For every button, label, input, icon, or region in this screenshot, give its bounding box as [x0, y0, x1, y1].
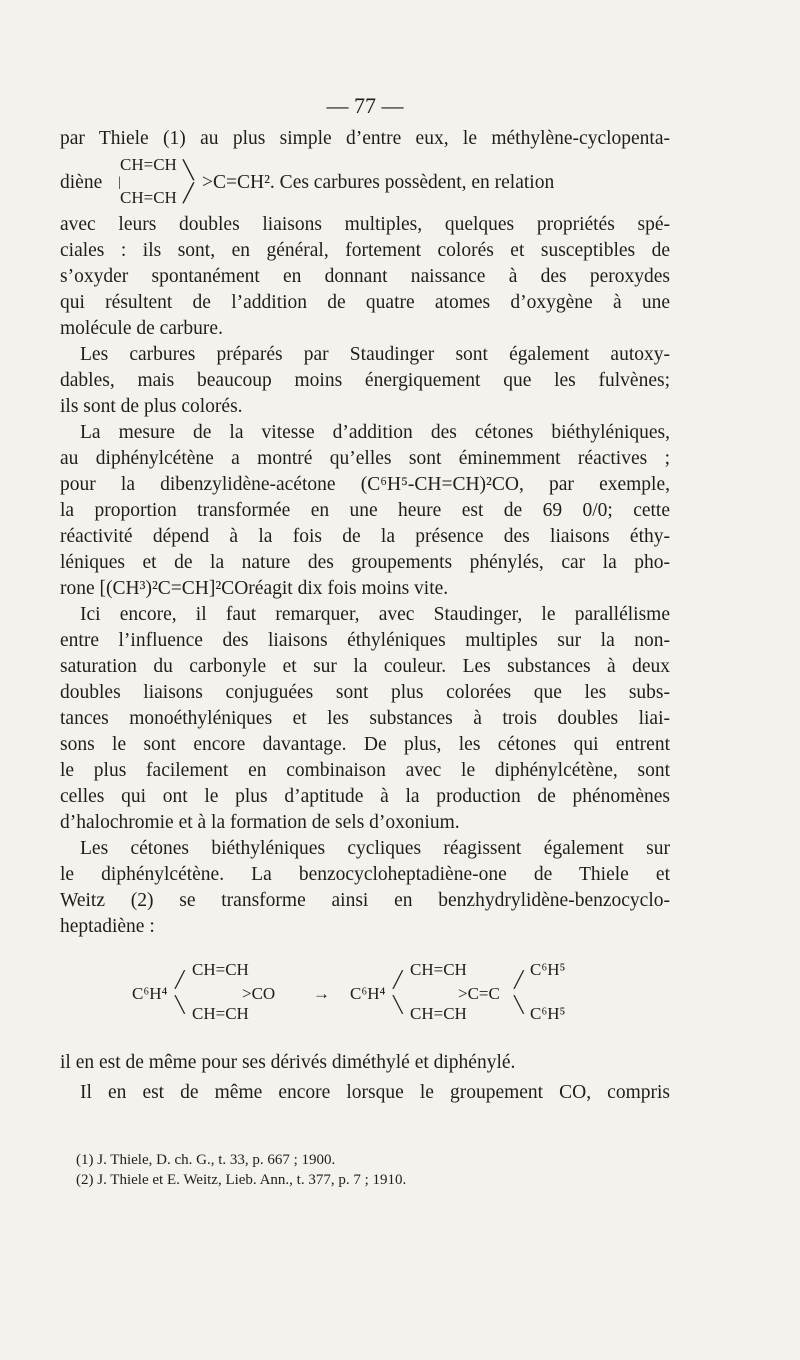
text-line: rone [(CH³)²C=CH]²COréagit dix fois moins vite.: [60, 578, 449, 599]
text-line: pour la dibenzylidène-acétone (C⁶H⁵-CH=CH)²CO, par exemple,: [60, 474, 670, 495]
text-line: entre l’influence des liaisons éthyléniques multiples sur la non-: [60, 630, 670, 651]
formula-top: CH=CH: [120, 155, 177, 174]
text-line: Les carbures préparés par Staudinger sont également autoxy-: [80, 344, 670, 365]
formula-bracket: ╲: [393, 997, 403, 1014]
reactant-bottom: CH=CH: [192, 1004, 249, 1023]
product-sub-bottom: C⁶H⁵: [530, 1004, 566, 1023]
text-line: heptadiène :: [60, 916, 155, 937]
text-line: sons le sont encore davantage. De plus, les cétones qui entrent: [60, 734, 670, 755]
page: [60, 0, 670, 1360]
text-line: avec leurs doubles liaisons multiples, quelques propriétés spé-: [60, 214, 670, 235]
product-prefix: C⁶H⁴: [350, 984, 386, 1003]
text-line: il en est de même pour ses dérivés diméthylé et diphénylé.: [60, 1052, 516, 1073]
page-number: — 77 —: [326, 93, 404, 118]
product-top: CH=CH: [410, 960, 467, 979]
reactant-group: >CO: [242, 984, 276, 1003]
text-line: doubles liaisons conjuguées sont plus colorées que les subs-: [60, 682, 670, 703]
text-line: diène: [60, 172, 103, 193]
product-group: >C=C: [458, 984, 500, 1003]
formula-bracket: ╱: [183, 183, 194, 203]
reaction-arrow: →: [313, 984, 330, 1003]
text-line: d’halochromie et à la formation de sels d’oxonium.: [60, 812, 460, 833]
text-line: Les cétones biéthyléniques cycliques réagissent également sur: [80, 838, 670, 859]
text-line: Il en est de même encore lorsque le groupement CO, compris: [80, 1082, 670, 1103]
text-line: léniques et de la nature des groupements phénylés, car la pho-: [60, 552, 670, 573]
text-line: La mesure de la vitesse d’addition des cétones biéthyléniques,: [80, 422, 670, 443]
reactant-prefix: C⁶H⁴: [132, 984, 168, 1003]
footnote-2: (2) J. Thiele et E. Weitz, Lieb. Ann., t. 377, p. 7 ; 1910.: [76, 1172, 407, 1188]
text-line: le plus facilement en combinaison avec le diphénylcétène, sont: [60, 760, 670, 781]
text-line: ciales : ils sont, en général, fortement colorés et susceptibles de: [60, 240, 670, 261]
text-line: le diphénylcétène. La benzocycloheptadiène-one de Thiele et: [60, 864, 670, 885]
text-line: ils sont de plus colorés.: [60, 396, 243, 417]
formula-bond: |: [118, 175, 121, 190]
text-line: celles qui ont le plus d’aptitude à la production de phénomènes: [60, 786, 670, 807]
reactant-top: CH=CH: [192, 960, 249, 979]
product-bottom: CH=CH: [410, 1004, 467, 1023]
text-line: tances monoéthyléniques et les substances à trois doubles liai-: [60, 708, 670, 729]
text-line: Weitz (2) se transforme ainsi en benzhydrylidène-benzocyclo-: [60, 890, 670, 911]
formula-bracket: ╲: [175, 997, 185, 1014]
formula-bracket: ╲: [183, 160, 194, 180]
formula-bracket: ╱: [514, 972, 524, 989]
text-line: s’oxyder spontanément en donnant naissance à des peroxydes: [60, 266, 670, 287]
text-line: >C=CH². Ces carbures possèdent, en relation: [202, 172, 555, 193]
text-line: dables, mais beaucoup moins énergiquement que les fulvènes;: [60, 370, 670, 391]
text-line: au diphénylcétène a montré qu’elles sont éminemment réactives ;: [60, 448, 670, 469]
formula-bottom: CH=CH: [120, 188, 177, 207]
text-line: la proportion transformée en une heure est de 69 0/0; cette: [60, 500, 670, 521]
text-line: saturation du carbonyle et sur la couleur. Les substances à deux: [60, 656, 670, 677]
formula-bracket: ╱: [175, 972, 185, 989]
text-line: réactivité dépend à la fois de la présence des liaisons éthy-: [60, 526, 670, 547]
formula-bracket: ╱: [393, 972, 403, 989]
text-line: molécule de carbure.: [60, 318, 223, 339]
footnote-1: (1) J. Thiele, D. ch. G., t. 33, p. 667 ; 1900.: [76, 1152, 336, 1168]
formula-bracket: ╲: [514, 997, 524, 1014]
text-line: qui résultent de l’addition de quatre atomes d’oxygène à une: [60, 292, 670, 313]
text-line: par Thiele (1) au plus simple d’entre eux, le méthylène-cyclopenta-: [60, 128, 670, 149]
product-sub-top: C⁶H⁵: [530, 960, 566, 979]
text-line: Ici encore, il faut remarquer, avec Staudinger, le parallélisme: [80, 604, 670, 625]
